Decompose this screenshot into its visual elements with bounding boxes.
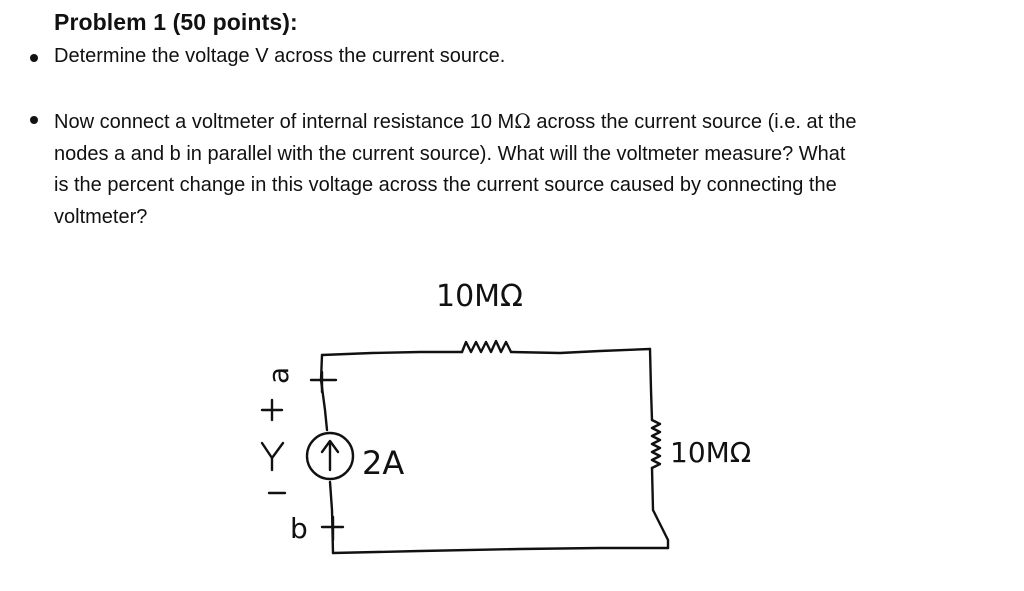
terminal-b-tick — [322, 517, 343, 540]
question-2-line-4: voltmeter? — [54, 205, 148, 228]
top-resistor-label: 10MΩ — [436, 279, 523, 314]
right-wire-top — [650, 349, 652, 420]
top-wire-left — [322, 352, 462, 355]
node-a-label: a — [262, 366, 295, 384]
bottom-wire — [333, 548, 668, 553]
current-source-arrow — [322, 441, 338, 470]
question-1-text: Determine the voltage V across the current source. — [54, 45, 506, 67]
question-2-line-3: is the percent change in this voltage across the current source caused by connecting the — [54, 174, 837, 196]
current-source-circle — [307, 433, 353, 479]
bullet-2 — [30, 116, 38, 124]
problem-title: Problem 1 (50 points): — [54, 9, 298, 35]
right-wire-bottom — [652, 468, 668, 548]
top-wire-right — [511, 349, 650, 353]
node-b-label: b — [290, 512, 308, 545]
question-2-line-1: Now connect a voltmeter of internal resistance 10 MΩ across the current source (i.e. at the — [54, 109, 857, 133]
question-2-text — [54, 106, 1014, 233]
terminal-a-tick — [311, 372, 336, 392]
left-wire-bottom — [330, 482, 333, 553]
plus-sign — [262, 400, 282, 420]
question-2-line-2: nodes a and b in parallel with the current source). What will the voltmeter measure? What — [54, 142, 846, 165]
top-resistor — [462, 341, 511, 352]
right-resistor-label: 10MΩ — [670, 436, 752, 469]
ohm-symbol: Ω — [514, 109, 531, 133]
left-wire-top — [321, 355, 327, 430]
right-resistor — [652, 420, 660, 468]
source-label: 2A — [362, 444, 405, 482]
bullet-1 — [30, 54, 38, 62]
voltage-v — [262, 443, 283, 470]
